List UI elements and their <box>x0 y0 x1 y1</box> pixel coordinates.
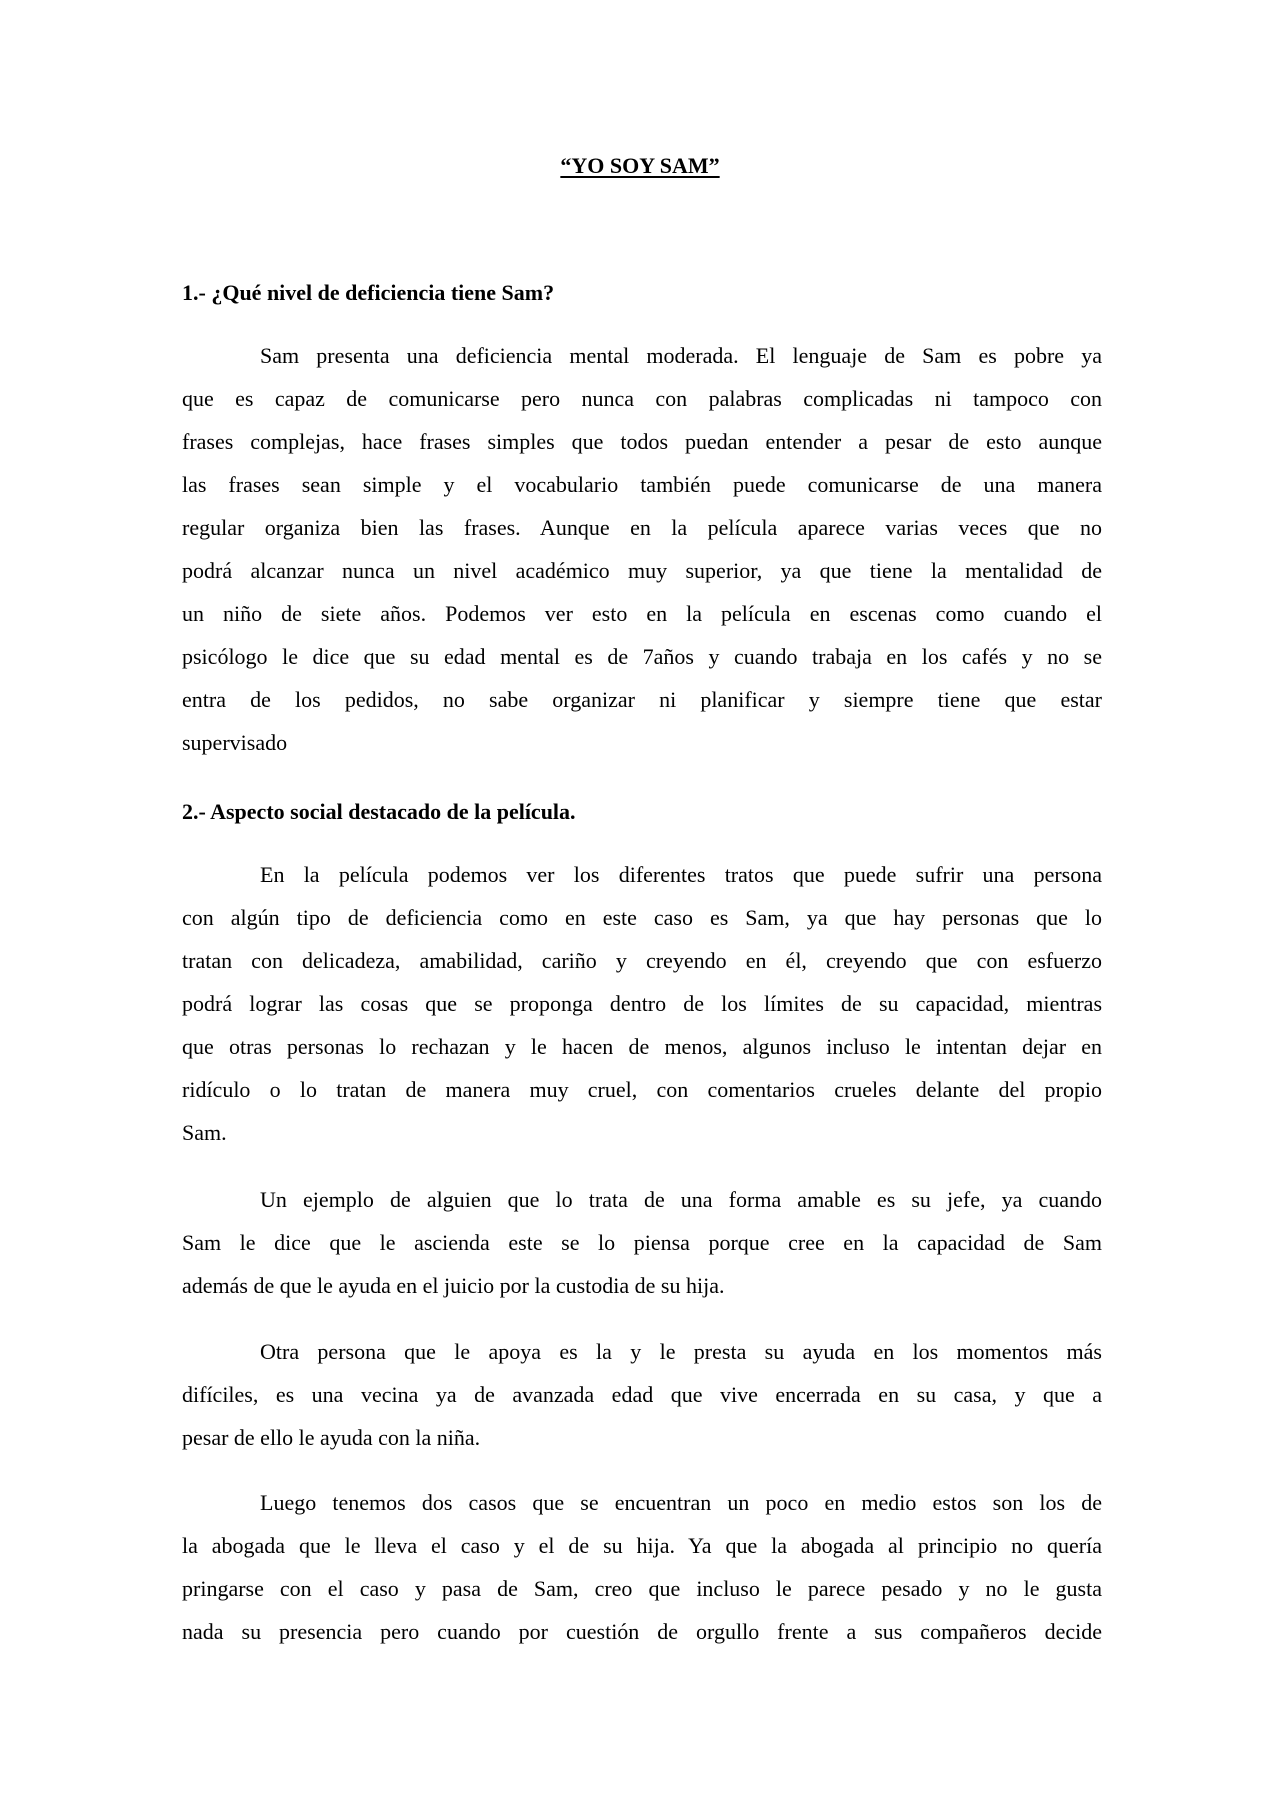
section-heading-1: 1.- ¿Qué nivel de deficiencia tiene Sam? <box>182 280 555 305</box>
paragraph-line: En la película podemos ver los diferentes tratos que puede sufrir una persona <box>260 862 1102 887</box>
paragraph-line: supervisado <box>182 730 288 755</box>
paragraph-line: entra de los pedidos, no sabe organizar ni planificar y siempre tiene que estar <box>182 687 1102 712</box>
paragraph-line: Sam le dice que le ascienda este se lo piensa porque cree en la capacidad de Sam <box>182 1230 1102 1255</box>
paragraph-line: psicólogo le dice que su edad mental es de 7años y cuando trabaja en los cafés y no se <box>182 644 1102 669</box>
section-heading-2: 2.- Aspecto social destacado de la película. <box>182 799 576 824</box>
paragraph-line: Luego tenemos dos casos que se encuentran un poco en medio estos son los de <box>260 1490 1102 1515</box>
paragraph <box>182 334 1102 764</box>
document-title <box>0 152 1280 180</box>
paragraph-line: además de que le ayuda en el juicio por la custodia de su hija. <box>182 1273 725 1298</box>
paragraph-line: que otras personas lo rechazan y le hacen de menos, algunos incluso le intentan dejar en <box>182 1034 1102 1059</box>
document-title-text: “YO SOY SAM” <box>560 153 720 178</box>
paragraph <box>182 1481 1102 1653</box>
paragraph-line: Sam. <box>182 1120 227 1145</box>
paragraph-line: tratan con delicadeza, amabilidad, cariño y creyendo en él, creyendo que con esfuerzo <box>182 948 1102 973</box>
paragraph-line: podrá alcanzar nunca un nivel académico muy superior, ya que tiene la mentalidad de <box>182 558 1102 583</box>
paragraph-line: que es capaz de comunicarse pero nunca con palabras complicadas ni tampoco con <box>182 386 1102 411</box>
paragraph-line: frases complejas, hace frases simples que todos puedan entender a pesar de esto aunque <box>182 429 1102 454</box>
paragraph <box>182 1330 1102 1459</box>
paragraph-line: pringarse con el caso y pasa de Sam, creo que incluso le parece pesado y no le gusta <box>182 1576 1102 1601</box>
paragraph-line: nada su presencia pero cuando por cuestión de orgullo frente a sus compañeros decide <box>182 1619 1102 1644</box>
paragraph-line: un niño de siete años. Podemos ver esto en la película en escenas como cuando el <box>182 601 1102 626</box>
paragraph-line: Sam presenta una deficiencia mental moderada. El lenguaje de Sam es pobre ya <box>260 343 1102 368</box>
paragraph-line: ridículo o lo tratan de manera muy cruel, con comentarios crueles delante del propio <box>182 1077 1102 1102</box>
paragraph-line: las frases sean simple y el vocabulario también puede comunicarse de una manera <box>182 472 1102 497</box>
paragraph-line: difíciles, es una vecina ya de avanzada edad que vive encerrada en su casa, y que a <box>182 1382 1102 1407</box>
paragraph <box>182 1178 1102 1307</box>
paragraph <box>182 853 1102 1154</box>
paragraph-line: con algún tipo de deficiencia como en este caso es Sam, ya que hay personas que lo <box>182 905 1102 930</box>
paragraph-line: podrá lograr las cosas que se proponga dentro de los límites de su capacidad, mientras <box>182 991 1102 1016</box>
paragraph-line: Otra persona que le apoya es la y le presta su ayuda en los momentos más <box>260 1339 1102 1364</box>
paragraph-line: la abogada que le lleva el caso y el de su hija. Ya que la abogada al principio no quería <box>182 1533 1102 1558</box>
paragraph-line: Un ejemplo de alguien que lo trata de una forma amable es su jefe, ya cuando <box>260 1187 1102 1212</box>
paragraph-line: regular organiza bien las frases. Aunque en la película aparece varias veces que no <box>182 515 1102 540</box>
paragraph-line: pesar de ello le ayuda con la niña. <box>182 1425 481 1450</box>
